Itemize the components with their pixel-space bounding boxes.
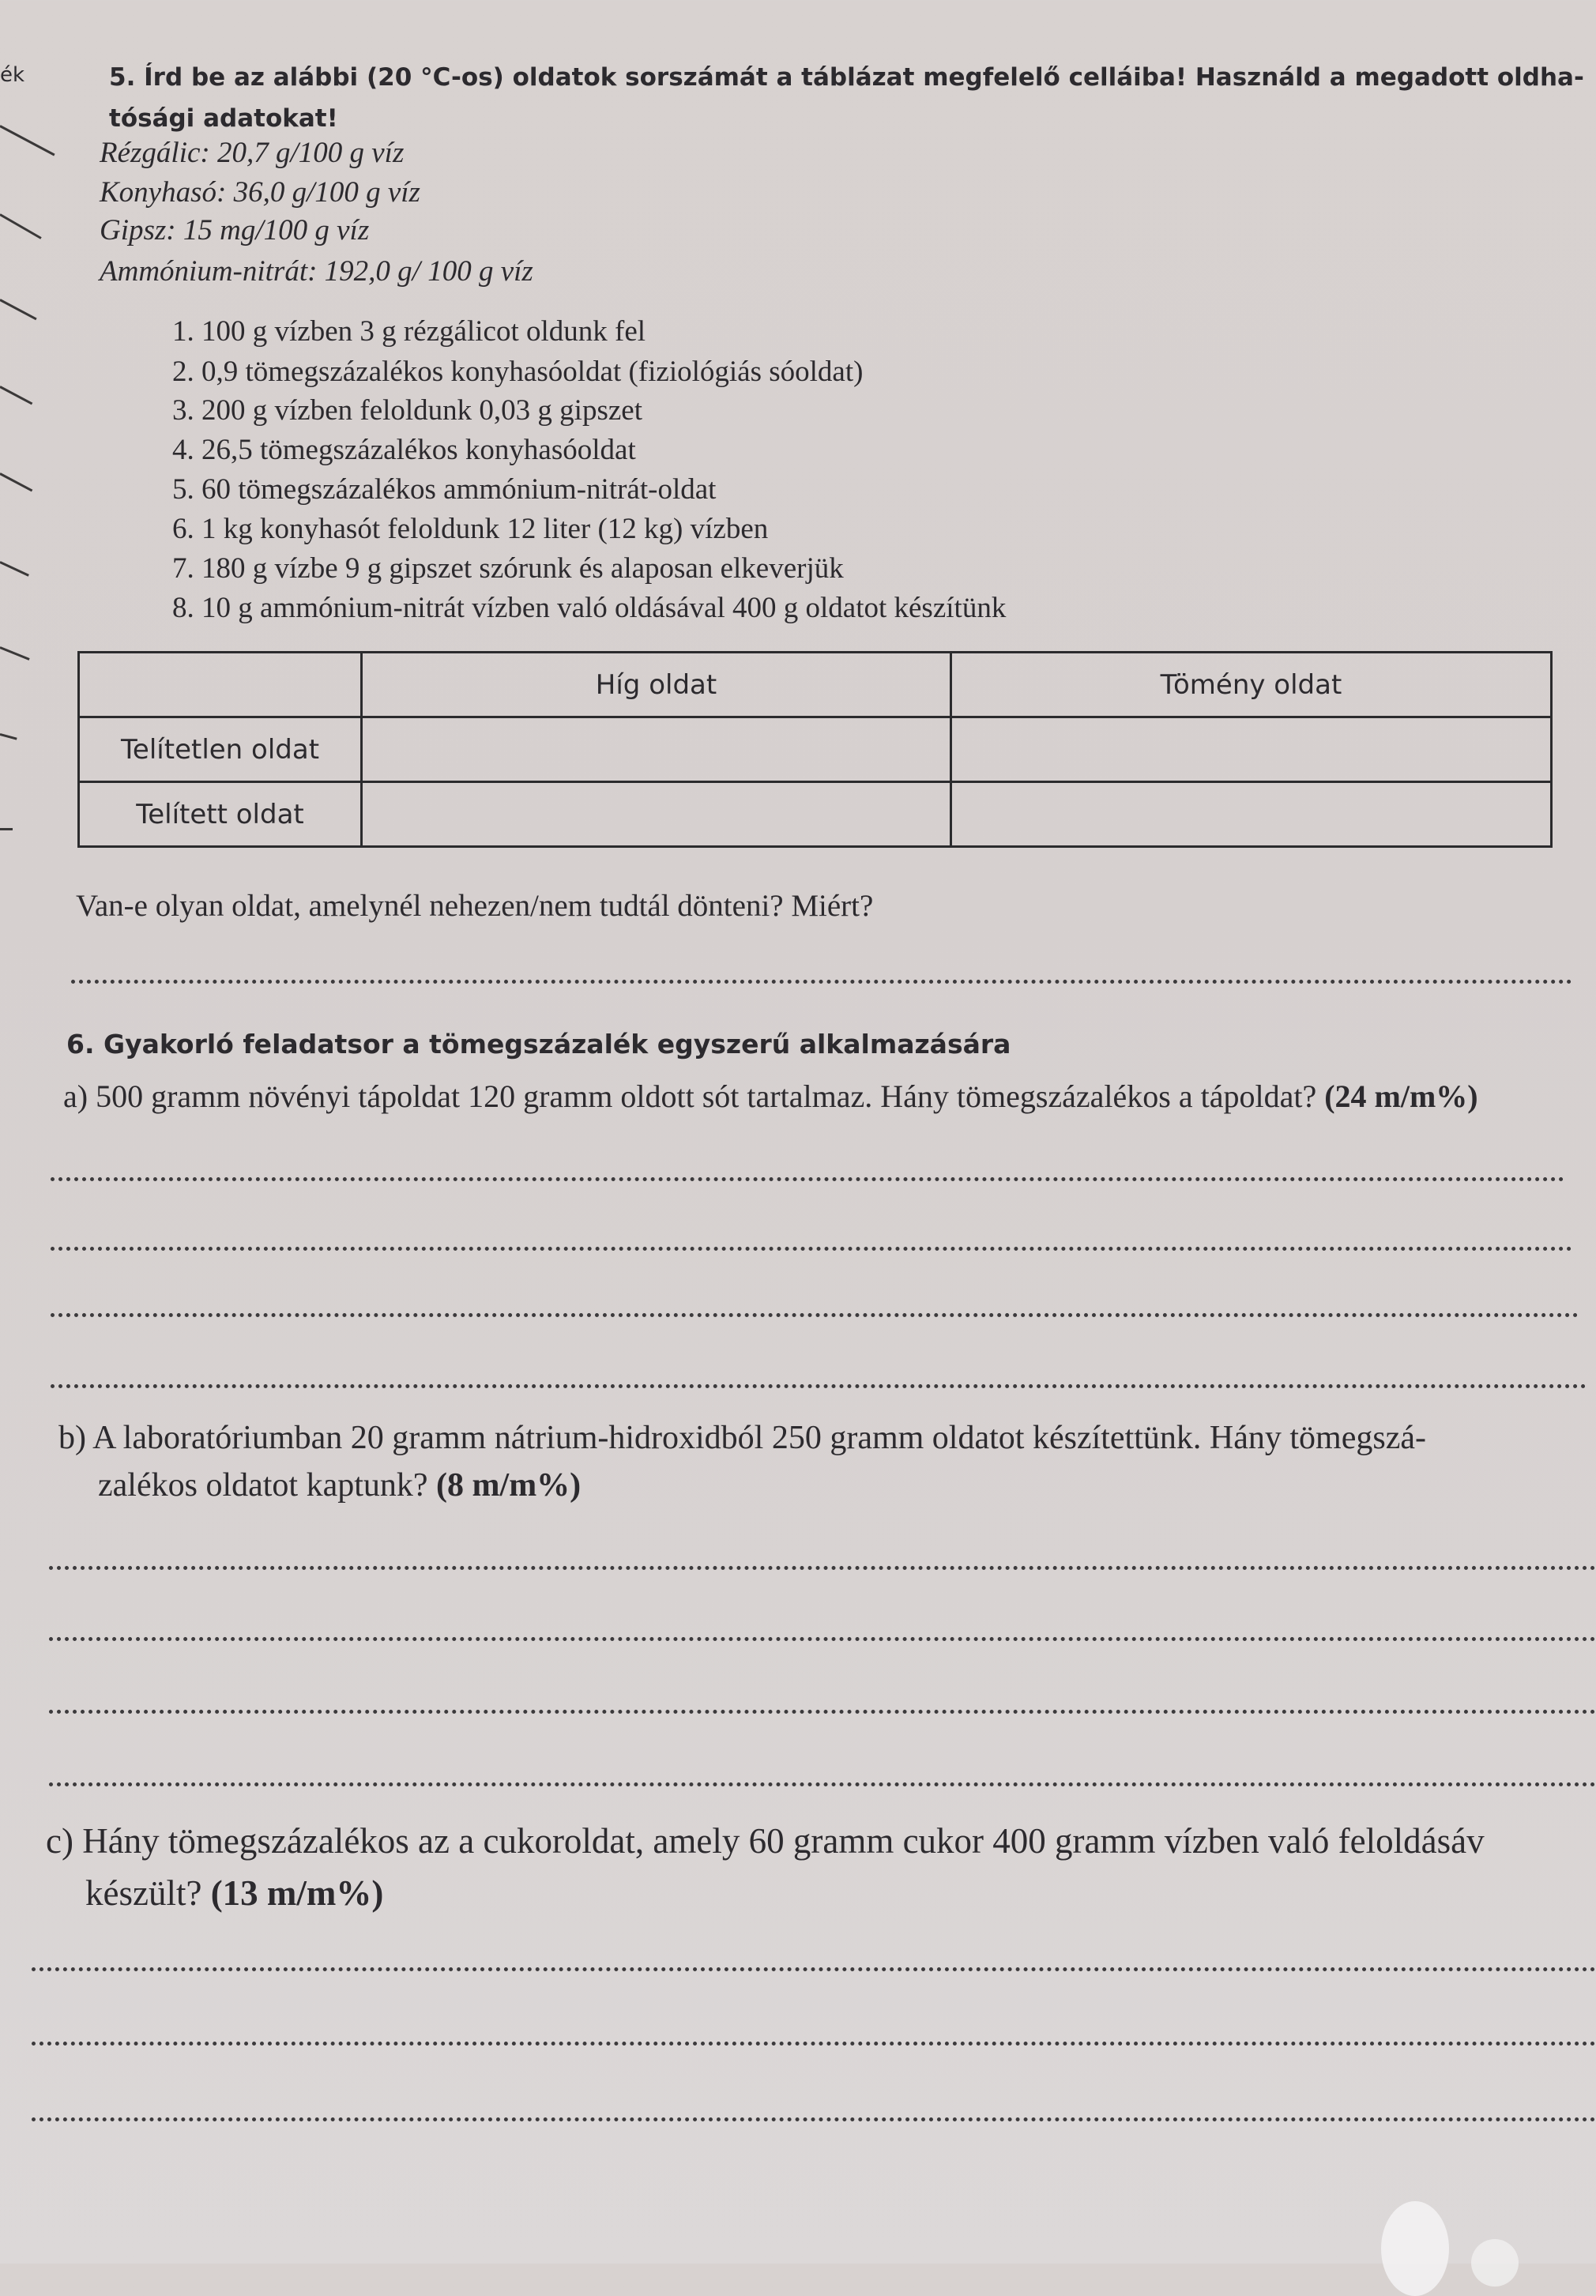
col-header-concentrated: Tömény oldat xyxy=(951,653,1552,717)
margin-tick xyxy=(0,561,29,577)
solubility-line: Rézgálic: 20,7 g/100 g víz xyxy=(100,137,405,169)
task-b-answer: (8 m/m%) xyxy=(436,1467,582,1504)
row-header-saturated: Telített oldat xyxy=(79,782,362,847)
task-b-text: zalékos oldatot kaptunk? xyxy=(98,1467,428,1504)
answer-cell-saturated-concentrated[interactable] xyxy=(951,782,1552,847)
classification-table xyxy=(77,651,1553,848)
task-c-answer: (13 m/m%) xyxy=(210,1873,384,1913)
list-item: 4. 26,5 tömegszázalékos konyhasóoldat xyxy=(172,434,636,466)
list-item: 1. 100 g vízben 3 g rézgálicot oldunk fel xyxy=(172,315,646,348)
answer-line[interactable] xyxy=(49,1782,1596,1786)
light-glare xyxy=(1381,2201,1449,2296)
answer-line[interactable] xyxy=(71,980,1572,984)
task-b-line1: b) A laboratóriumban 20 gramm nátrium-hidroxidból 250 gramm oldatot készítettünk. Hány tömegszá- xyxy=(58,1420,1426,1456)
margin-tick xyxy=(0,386,32,405)
task-c-text: készült? xyxy=(85,1873,202,1913)
task-a xyxy=(63,1078,1478,1115)
answer-line[interactable] xyxy=(49,1637,1596,1641)
list-item: 6. 1 kg konyhasót feloldunk 12 liter (12 kg) vízben xyxy=(172,513,769,545)
margin-tick xyxy=(0,646,30,661)
col-header-dilute: Híg oldat xyxy=(362,653,951,717)
solubility-line: Konyhasó: 36,0 g/100 g víz xyxy=(100,176,420,209)
exercise5-title-line2: tósági adatokat! xyxy=(109,104,338,133)
answer-line[interactable] xyxy=(51,1247,1572,1251)
exercise6-title: 6. Gyakorló feladatsor a tömegszázalék egyszerű alkalmazására xyxy=(66,1029,1011,1060)
list-item: 3. 200 g vízben feloldunk 0,03 g gipszet xyxy=(172,394,642,427)
answer-line[interactable] xyxy=(51,1177,1564,1181)
task-a-text: a) 500 gramm növényi tápoldat 120 gramm oldott sót tartalmaz. Hány tömegszázalékos a tápoldat? xyxy=(63,1078,1317,1114)
answer-line[interactable] xyxy=(32,2117,1596,2121)
answer-line[interactable] xyxy=(49,1566,1596,1570)
margin-tick xyxy=(0,299,37,320)
answer-line[interactable] xyxy=(51,1313,1579,1317)
light-glare xyxy=(1471,2239,1519,2287)
answer-line[interactable] xyxy=(32,2042,1596,2046)
answer-line[interactable] xyxy=(49,1710,1596,1714)
answer-cell-unsaturated-concentrated[interactable] xyxy=(951,717,1552,782)
row-header-unsaturated: Telítetlen oldat xyxy=(79,717,362,782)
answer-line[interactable] xyxy=(51,1384,1587,1388)
task-c-line1: c) Hány tömegszázalékos az a cukoroldat, amely 60 gramm cukor 400 gramm vízben való feloldásáv xyxy=(46,1821,1485,1861)
margin-tick xyxy=(0,733,17,740)
task-c-line2 xyxy=(85,1873,383,1914)
answer-cell-saturated-dilute[interactable] xyxy=(362,782,951,847)
exercise5-title-line1: 5. Írd be az alábbi (20 °C-os) oldatok sorszámát a táblázat megfelelő celláiba! Használd a megadott oldha- xyxy=(109,63,1584,92)
task-a-answer: (24 m/m%) xyxy=(1324,1078,1478,1114)
list-item: 2. 0,9 tömegszázalékos konyhasóoldat (fiziológiás sóoldat) xyxy=(172,356,864,388)
solubility-line: Gipsz: 15 mg/100 g víz xyxy=(100,214,370,247)
list-item: 8. 10 g ammónium-nitrát vízben való oldásával 400 g oldatot készítünk xyxy=(172,592,1007,624)
exercise5-title xyxy=(109,57,1584,139)
answer-line[interactable] xyxy=(32,1967,1596,1971)
solubility-line: Ammónium-nitrát: 192,0 g/ 100 g víz xyxy=(100,255,533,288)
list-item: 7. 180 g vízbe 9 g gipszet szórunk és alaposan elkeverjük xyxy=(172,552,844,585)
margin-tick xyxy=(0,213,42,239)
margin-corner-text: ék xyxy=(0,63,25,87)
list-item: 5. 60 tömegszázalékos ammónium-nitrát-oldat xyxy=(172,473,717,506)
table-corner-cell xyxy=(79,653,362,717)
margin-tick xyxy=(0,828,13,830)
task-b-line2 xyxy=(98,1466,581,1504)
exercise5-question: Van-e olyan oldat, amelynél nehezen/nem tudtál dönteni? Miért? xyxy=(76,889,874,923)
margin-tick xyxy=(0,472,32,491)
margin-tick xyxy=(0,125,55,156)
answer-cell-unsaturated-dilute[interactable] xyxy=(362,717,951,782)
